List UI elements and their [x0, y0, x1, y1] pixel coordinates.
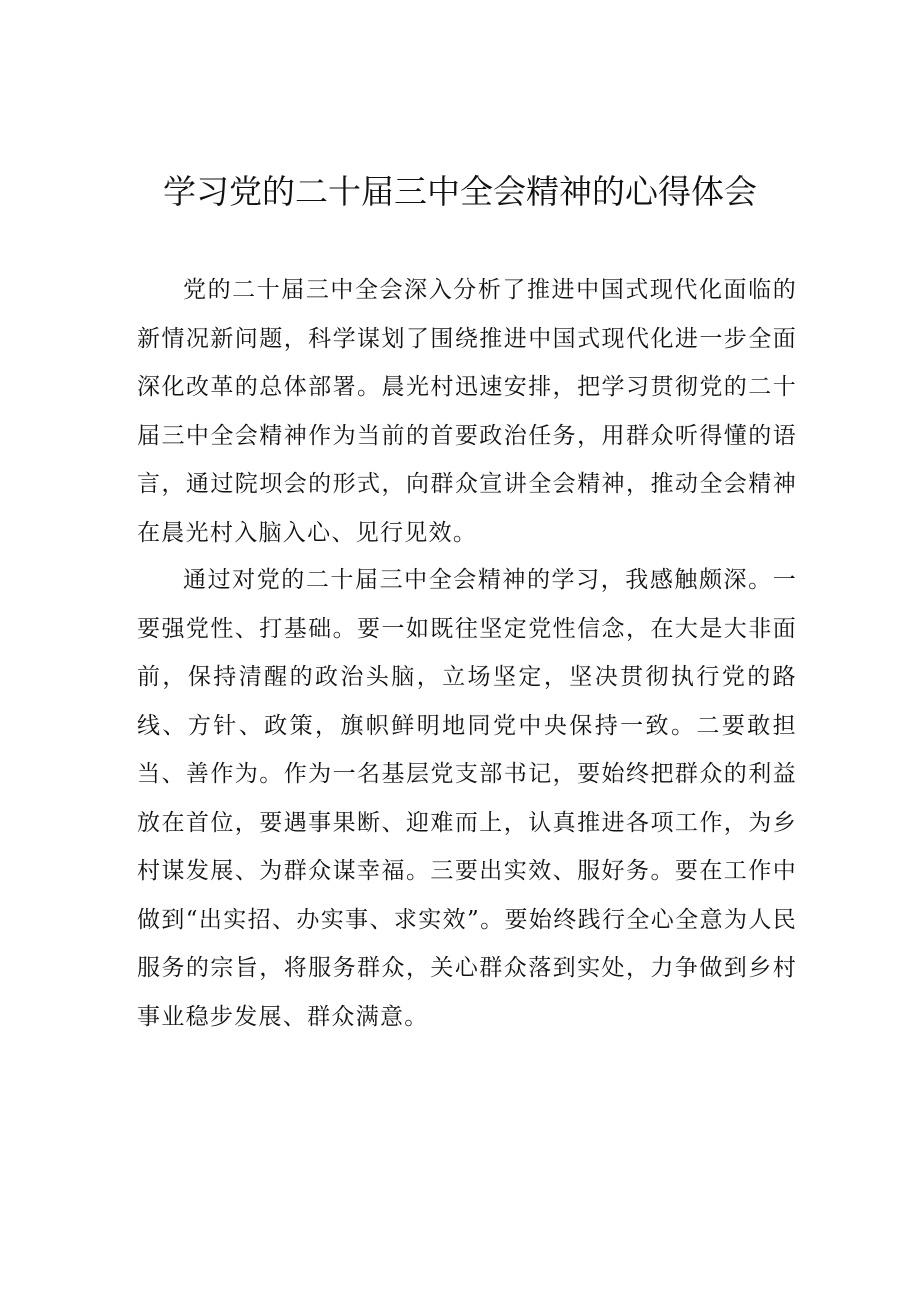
document-title: 学习党的二十届三中全会精神的心得体会 — [163, 172, 757, 211]
paragraph-2: 通过对党的二十届三中全会精神的学习，我感触颇深。一要强党性、打基础。要一如既往坚定党性信念，在大是大非面前，保持清醒的政治头脑，立场坚定，坚决贯彻执行党的路线、方针、政策，旗帜鲜明地同党中央保持一致。二要敢担当、善作为。作为一名基层党支部书记，要始终把群众的利益放在首位，要遇事果断、迎难而上，认真推进各项工作，为乡村谋发展、为群众谋幸福。三要出实效、服好务。要在工作中做到“出实招、办实事、求实效”。要始终践行全心全意为人民服务的宗旨，将服务群众，关心群众落到实处，力争做到乡村事业稳步发展、群众满意。 — [137, 567, 797, 1030]
paragraph-1: 党的二十届三中全会深入分析了推进中国式现代化面临的新情况新问题，科学谋划了围绕推进中国式现代化进一步全面深化改革的总体部署。晨光村迅速安排，把学习贯彻党的二十届三中全会精神作为当前的首要政治任务，用群众听得懂的语言，通过院坝会的形式，向群众宣讲全会精神，推动全会精神在晨光村入脑入心、见行见效。 — [137, 277, 797, 546]
